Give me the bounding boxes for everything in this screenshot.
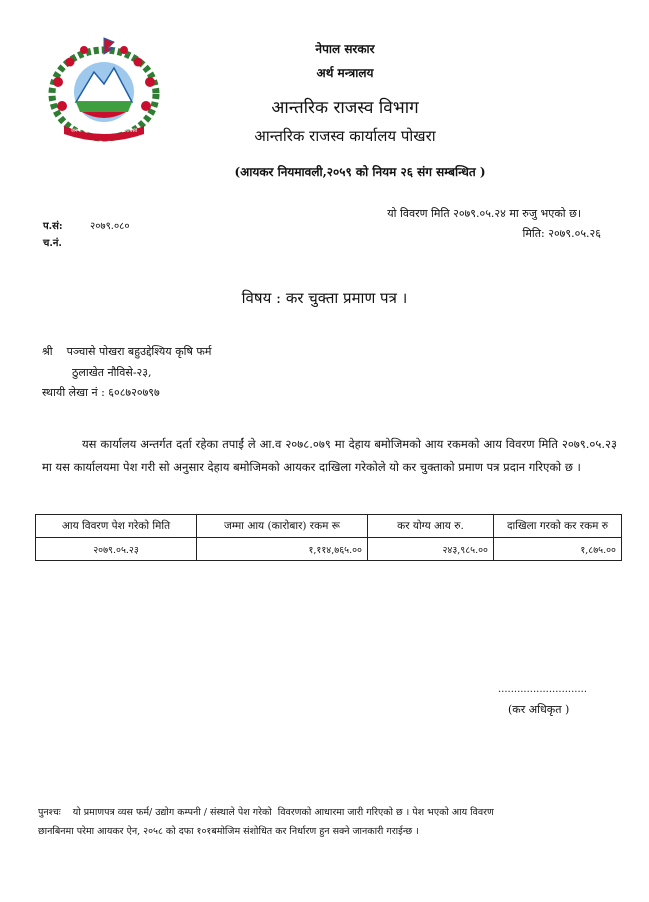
table-row (36, 538, 622, 561)
table-header-row (36, 515, 622, 538)
subject-line: विषय : कर चुक्ता प्रमाण पत्र । (241, 289, 408, 307)
cell-tax-paid: १,८७५.०० (494, 538, 622, 561)
col-tax-paid: दाखिला गरको कर रकम रु (494, 515, 622, 538)
col-submission-date: आय विवरण पेश गरेको मिति (36, 515, 197, 538)
issue-date: मिति: २०७९.०५.२६ (522, 227, 601, 240)
signature-line: ............................ (498, 684, 588, 695)
footnote-line-1: पुनश्चः यो प्रमाणपत्र व्यस फर्म/ उद्योग कम्पनी / संस्थाले पेश गरेको विवरणको आधारमा जारी गरिएको छ । पेश भएको आय विवरण (38, 807, 494, 818)
department-name: आन्तरिक राजस्व विभाग (271, 98, 419, 118)
body-paragraph: यस कार्यालय अन्तर्गत दर्ता रहेका तपाईं ले आ.व २०७८.०७९ मा देहाय बमोजिमको आय रकमको आय विवरण मिति २०७९.०५.२३ मा यस कार्यालयमा पेश गरी सो अनुसार देहाय बमोजिमको आयकर दाखिला गरेकोले यो कर चुक्ताको प्रमाण पत्र प्रदान गरिएको छ । (42, 437, 617, 474)
office-name: आन्तरिक राजस्व कार्यालय पोखरा (254, 127, 436, 145)
ministry-name: अर्थ मन्त्रालय (316, 66, 374, 80)
addressee-name: श्री पञ्चासे पोखरा बहुउद्देश्यिय कृषि फर्म (42, 345, 212, 358)
ps-value: २०७९.०८० (90, 221, 130, 232)
tax-details-table (35, 514, 622, 561)
cell-total-income: १,११४,७६५.०० (197, 538, 368, 561)
submission-note: यो विवरण मिति २०७९.०५.२४ मा रुजु भएको छ। (387, 207, 581, 220)
addressee-address: ठुलाखेत नौविसे-२३, (72, 366, 152, 379)
footnote-line-2: छानबिनमा परेमा आयकर ऐन, २०५८ को दफा १०१बमोजिम संशोधित कर निर्धारण हुन सक्ने जानकारी गराईन्छ । (38, 826, 419, 837)
footnote (38, 803, 618, 841)
cell-taxable-income: २४३,९८५.०० (368, 538, 494, 561)
rule-reference: (आयकर नियमावली,२०५९ को नियम २६ संग सम्बन्धित ) (234, 165, 486, 179)
ps-label: प.सं: (43, 221, 63, 232)
cell-submission-date: २०७९.०५.२३ (36, 538, 197, 561)
col-taxable-income: कर योग्य आय रु. (368, 515, 494, 538)
govt-name: नेपाल सरकार (315, 42, 375, 56)
officer-title: (कर अधिकृत ) (508, 703, 570, 716)
cn-label: च.नं. (43, 238, 62, 249)
addressee-pan: स्थायी लेखा नं : ६०८७२०७९७ (42, 386, 160, 399)
col-total-income: जम्मा आय (कारोबार) रकम रू (197, 515, 368, 538)
emblem-motto: जननी जन्मभूमिश्च स्वर्गादपि गरीयसी (70, 128, 138, 134)
